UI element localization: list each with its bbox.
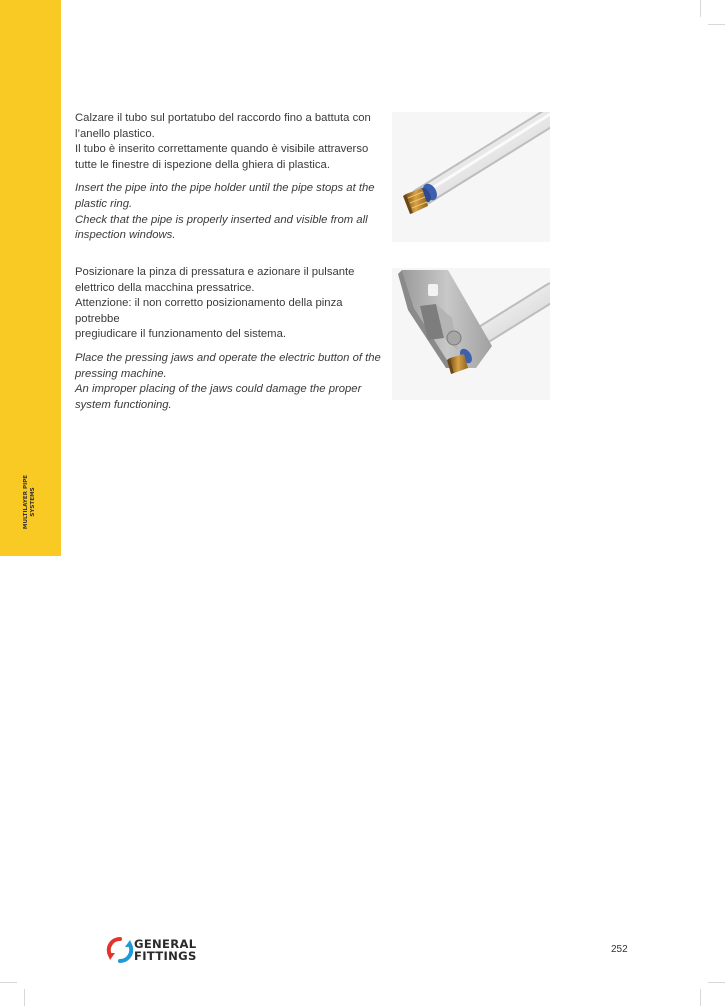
crop-mark	[708, 24, 725, 25]
section-sidebar	[0, 0, 61, 556]
step-1-text	[75, 111, 385, 244]
crop-mark	[0, 982, 17, 983]
crop-mark	[708, 982, 725, 983]
crop-mark	[700, 989, 701, 1006]
crop-mark	[24, 989, 25, 1006]
general-fittings-logo	[106, 936, 216, 964]
page-number: 252	[611, 944, 628, 955]
step-1-english-text: Insert the pipe into the pipe holder until the pipe stops at the plastic ring. Check that the pipe is properly inserted and visible from all inspection windows.	[75, 182, 375, 242]
pressing-jaws-photo	[392, 268, 550, 400]
step-2-english-text: Place the pressing jaws and operate the electric button of the pressing machine. An improper placing of the jaws could damage the proper system functioning.	[75, 351, 381, 411]
section-label	[23, 475, 37, 529]
section-label-line-1: MULTILAYER PIPE	[23, 474, 29, 530]
step-2-text	[75, 265, 385, 413]
section-label-line-2: SYSTEMS	[30, 487, 36, 517]
pipe-insertion-photo	[392, 112, 550, 242]
general-fittings-logo-icon	[106, 936, 134, 964]
logo-wordmark	[134, 938, 197, 962]
step-2-italian-text: Posizionare la pinza di pressatura e azionare il pulsante elettrico della macchina pressatrice. Attenzione: il non corretto posizionamento della pinza potrebbe pregiudicare il funzionamento del sistema.	[75, 266, 355, 341]
step-1-italian-text: Calzare il tubo sul portatubo del raccordo fino a battuta con l’anello plastico. Il tubo è inserito correttamente quando è visibile attraverso tutte le finestre di ispezione della ghiera di plastica.	[75, 112, 371, 171]
logo-line-2: FITTINGS	[134, 949, 197, 963]
logo-line-1: GENERAL	[134, 937, 197, 951]
crop-mark	[700, 0, 701, 17]
